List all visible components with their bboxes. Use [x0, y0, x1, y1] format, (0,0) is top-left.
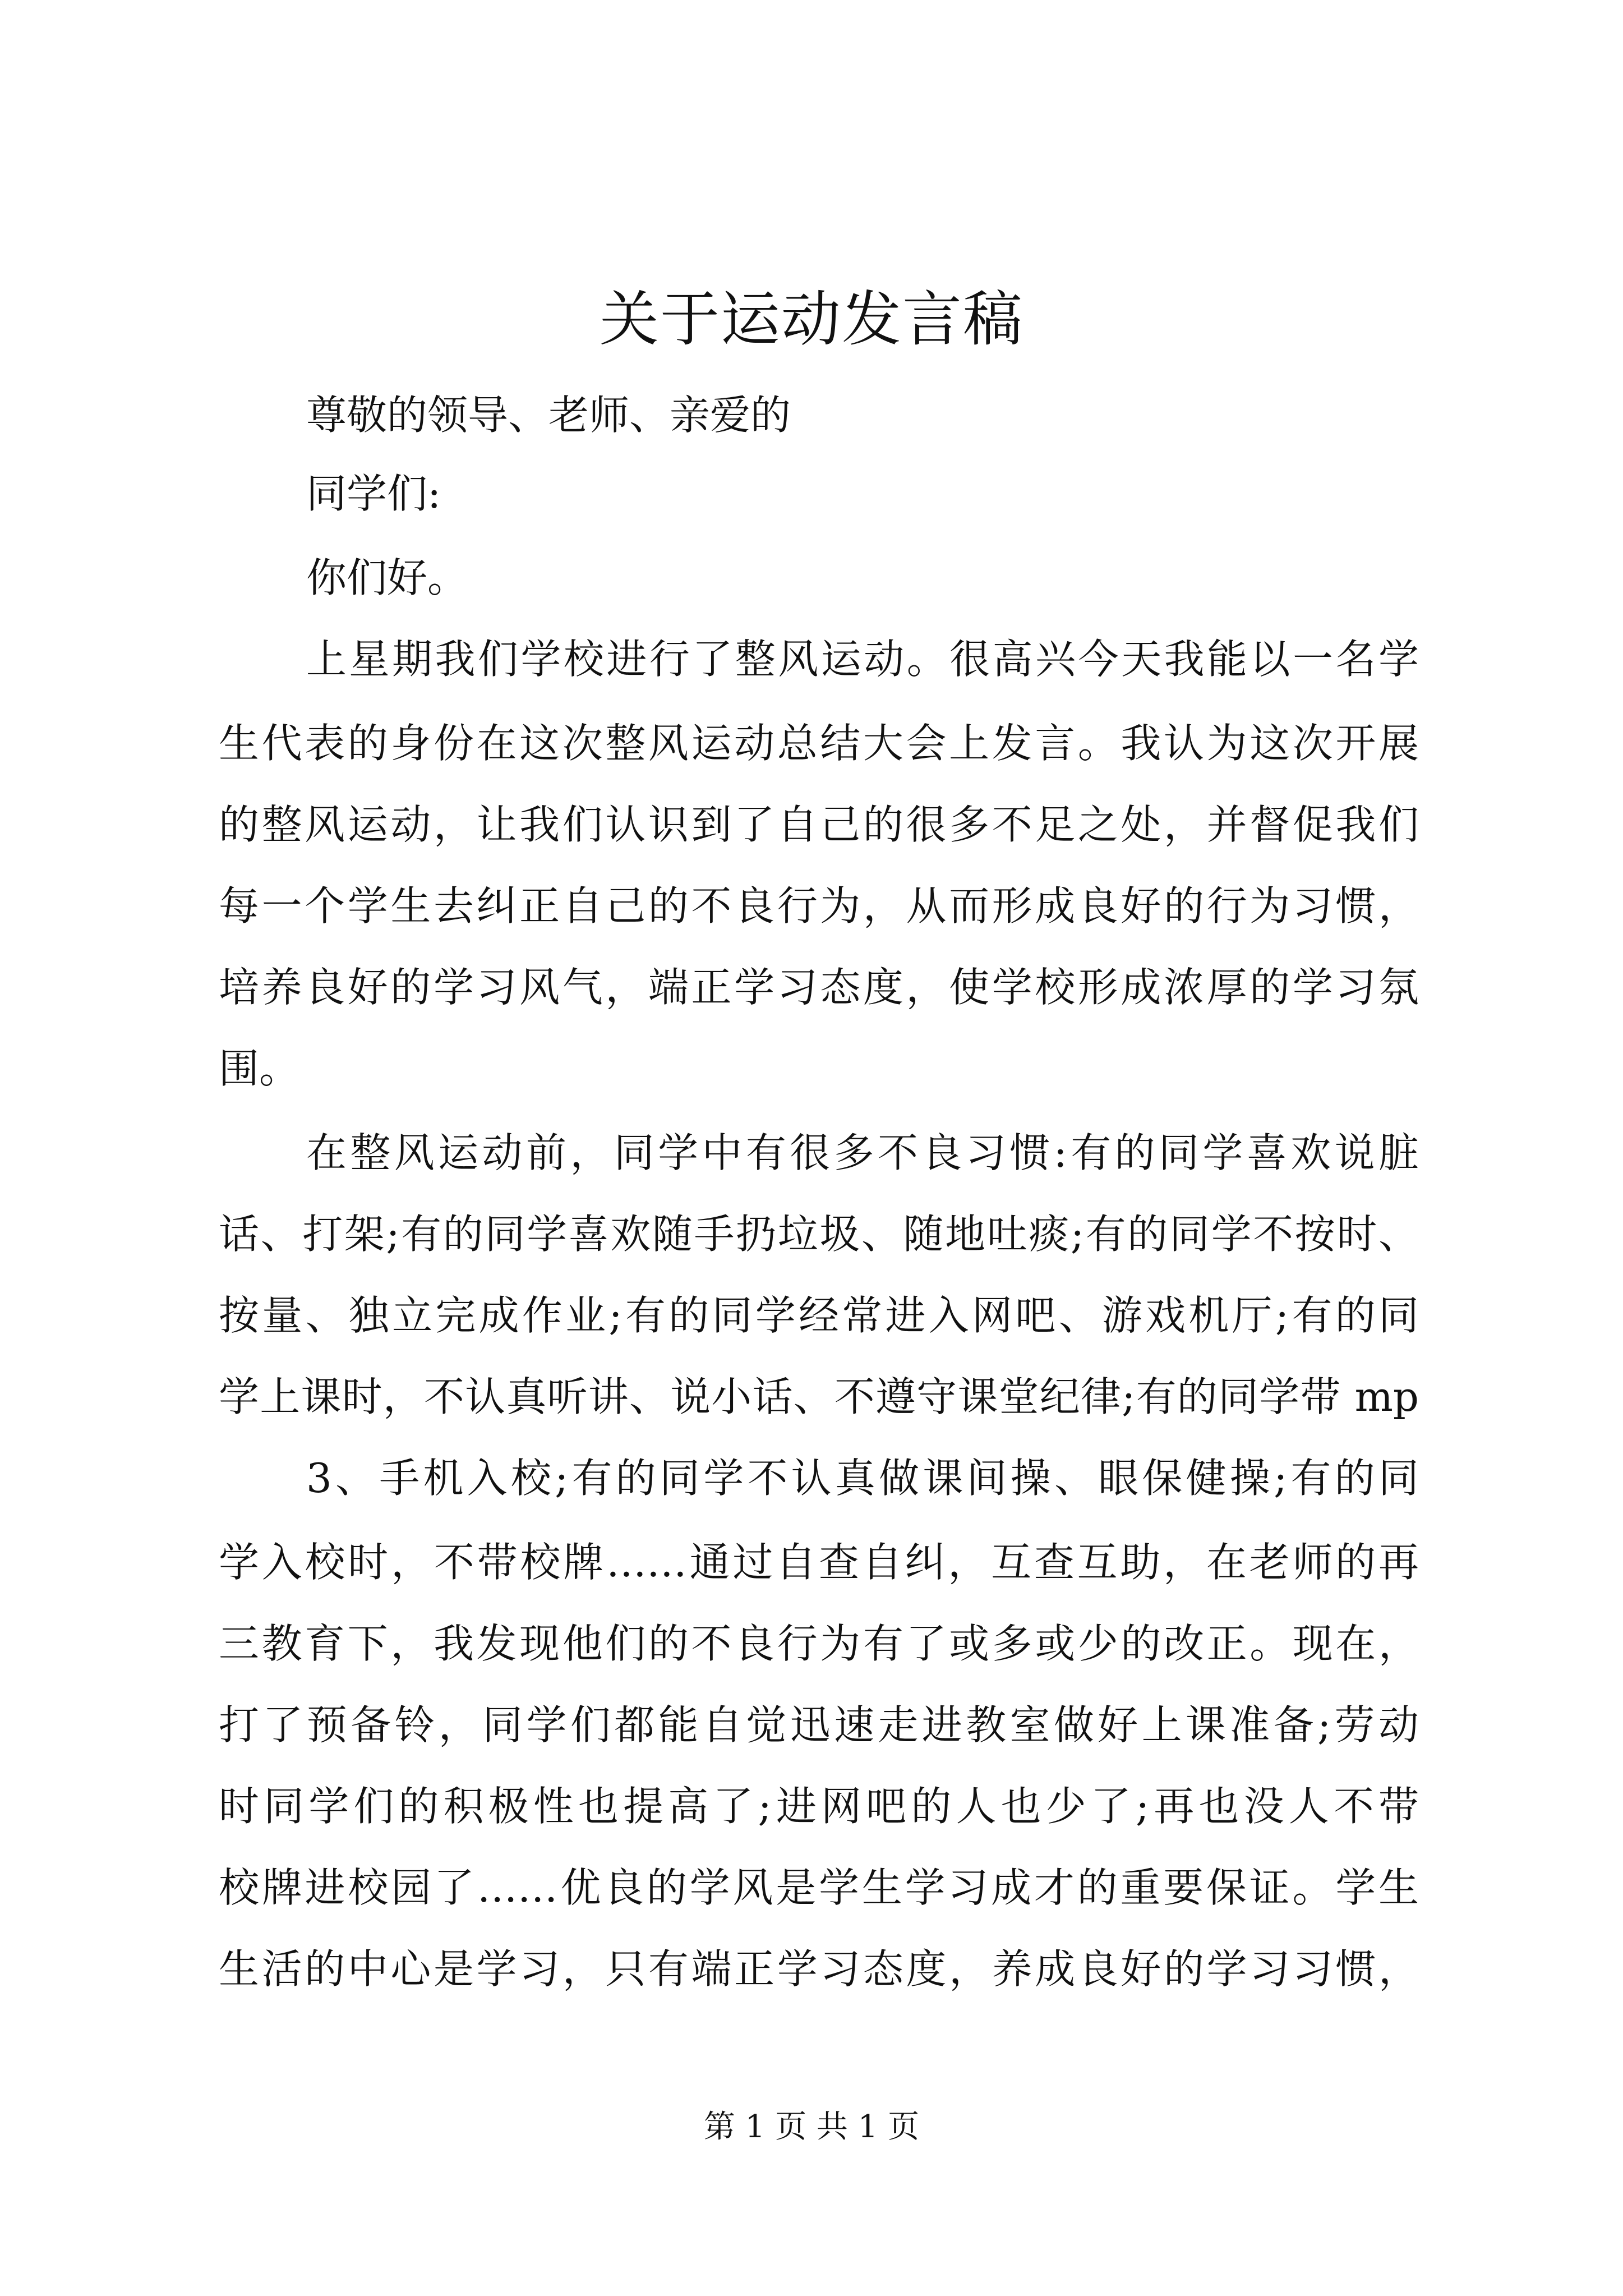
salutation-line-1: 尊敬的领导、老师、亲爱的: [306, 392, 791, 439]
paragraph-1-line-5: 培养良好的学习风气，端正学习态度，使学校形成浓厚的学习氛: [219, 964, 1419, 1011]
paragraph-2-line-4: 学上课时，不认真听讲、说小话、不遵守课堂纪律;有的同学带 mp: [219, 1373, 1419, 1420]
paragraph-1-line-3: 的整风运动，让我们认识到了自己的很多不足之处，并督促我们: [219, 801, 1419, 848]
paragraph-3-line-4: 打了预备铃，同学们都能自觉迅速走进教室做好上课准备;劳动: [219, 1701, 1419, 1749]
paragraph-1-line-6: 围。: [219, 1045, 300, 1092]
paragraph-3-line-5: 时同学们的积极性也提高了;进网吧的人也少了;再也没人不带: [219, 1783, 1419, 1830]
paragraph-1-line-2: 生代表的身份在这次整风运动总结大会上发言。我认为这次开展: [219, 720, 1419, 767]
document-title: 关于运动发言稿: [600, 285, 1023, 354]
greeting-line: 你们好。: [306, 554, 468, 601]
paragraph-2-line-2: 话、打架;有的同学喜欢随手扔垃圾、随地吐痰;有的同学不按时、: [219, 1211, 1419, 1258]
paragraph-1-line-4: 每一个学生去纠正自己的不良行为，从而形成良好的行为习惯，: [219, 882, 1419, 930]
paragraph-3-line-3: 三教育下，我发现他们的不良行为有了或多或少的改正。现在，: [219, 1620, 1419, 1667]
paragraph-2-line-3: 按量、独立完成作业;有的同学经常进入网吧、游戏机厅;有的同: [219, 1292, 1419, 1339]
paragraph-3-line-1: 3、手机入校;有的同学不认真做课间操、眼保健操;有的同: [306, 1455, 1419, 1502]
paragraph-1-line-1: 上星期我们学校进行了整风运动。很高兴今天我能以一名学: [306, 636, 1419, 683]
page-footer: 第 1 页 共 1 页: [703, 2109, 920, 2145]
paragraph-3-line-2: 学入校时，不带校牌……通过自查自纠，互查互助，在老师的再: [219, 1539, 1419, 1586]
paragraph-2-line-1: 在整风运动前，同学中有很多不良习惯:有的同学喜欢说脏: [306, 1129, 1419, 1176]
paragraph-3-line-6: 校牌进校园了……优良的学风是学生学习成才的重要保证。学生: [219, 1864, 1419, 1911]
salutation-line-2: 同学们:: [306, 470, 441, 517]
paragraph-3-line-7: 生活的中心是学习，只有端正学习态度，养成良好的学习习惯，: [219, 1945, 1419, 1993]
